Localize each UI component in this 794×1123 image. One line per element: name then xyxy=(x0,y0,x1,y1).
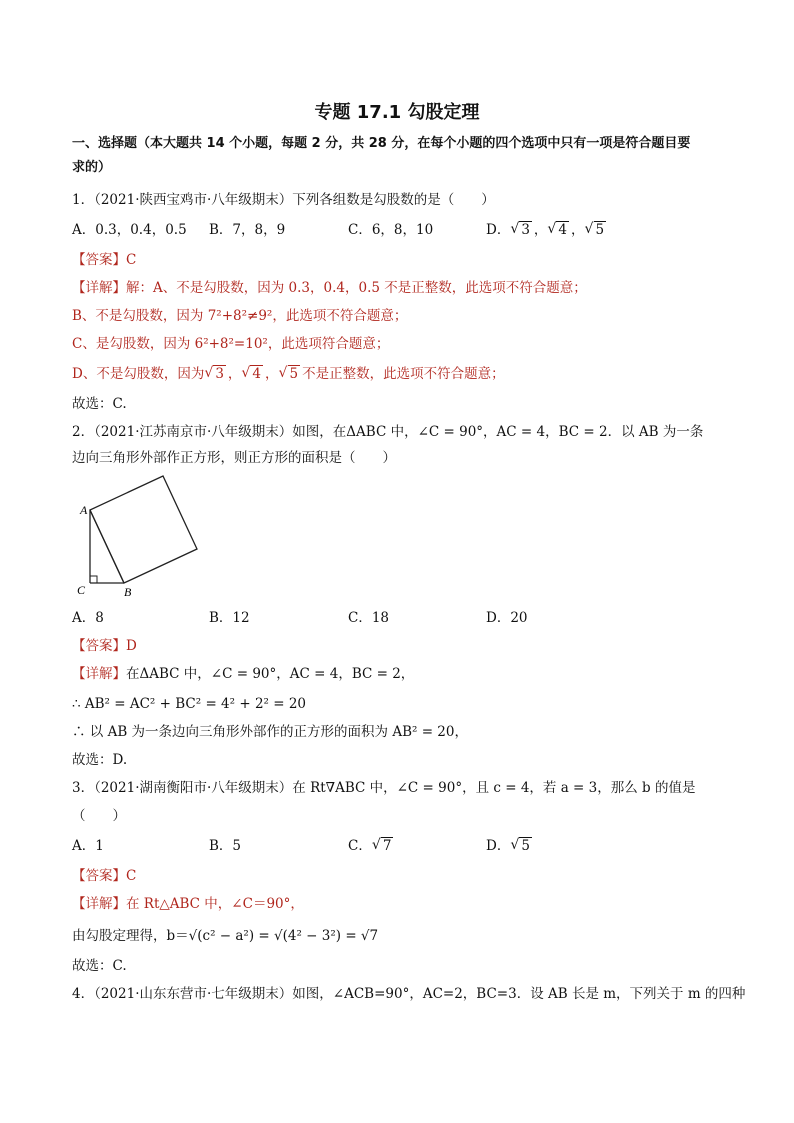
section-heading-cont: 求的） xyxy=(72,160,112,175)
sqrt-symbol xyxy=(204,364,226,384)
detail-text: 解：A、不是勾股数，因为 0.3，0.4，0.5 不是正整数，此选项不符合题意； xyxy=(126,280,587,296)
q3-conclusion: 故选：C. xyxy=(72,958,127,974)
detail-label: 【详解】 xyxy=(72,666,126,682)
q1-option-d-label: D． xyxy=(486,222,511,238)
answer-label: 【答案】 xyxy=(72,868,126,884)
detail-label: 【详解】 xyxy=(72,896,126,912)
q3-answer xyxy=(72,866,732,886)
radicand: 4 xyxy=(558,222,568,238)
q1-option-a: A．0.3，0.4，0.5 xyxy=(72,222,187,238)
radicand: 7 xyxy=(382,838,392,854)
q2-stem-2: 边向三角形外部作正方形，则正方形的面积是（ ） xyxy=(72,450,396,466)
radicand: 5 xyxy=(595,222,605,238)
q2-option-a: A．8 xyxy=(72,610,104,626)
q2-detail-1 xyxy=(72,664,732,684)
answer-value: C xyxy=(126,252,137,268)
detail-text: 在ΔABC 中，∠C = 90°，AC = 4，BC = 2， xyxy=(126,666,415,682)
q3-detail-2: 由勾股定理得，b＝√(c² − a²) = √(4² − 3²) = √7 xyxy=(72,928,379,944)
q1-option-c: C．6，8，10 xyxy=(348,222,434,238)
sqrt-symbol xyxy=(547,220,569,240)
q1-option-b: B．7，8，9 xyxy=(209,222,286,238)
answer-value: C xyxy=(126,868,137,884)
q2-detail-3: ∴ 以 AB 为一条边向三角形外部作的正方形的面积为 AB² = 20， xyxy=(72,724,468,740)
q3-stem-2: （ ） xyxy=(72,808,126,824)
q3-detail-1 xyxy=(72,894,732,914)
q2-stem-1: 2．（2021·江苏南京市·八年级期末）如图，在ΔABC 中，∠C = 90°，AC = 4，BC = 2．以 AB 为一条 xyxy=(72,424,704,440)
radicand: 3 xyxy=(521,222,530,238)
detail-text: 不是正整数，此选项不符合题意； xyxy=(302,366,505,382)
detail-text: D、不是勾股数，因为 xyxy=(72,366,205,382)
option-label: C． xyxy=(348,838,372,854)
detail-label: 【详解】 xyxy=(72,280,126,296)
radicand: 4 xyxy=(252,366,262,382)
q2-conclusion: 故选：D. xyxy=(72,752,128,768)
q1-detail-3: C、是勾股数，因为 6²+8²=10²，此选项符合题意； xyxy=(72,336,390,352)
radicand: 5 xyxy=(521,838,530,854)
answer-label: 【答案】 xyxy=(72,252,126,268)
q4-stem-1: 4．（2021·山东东营市·七年级期末）如图，∠ACB=90°，AC=2，BC=3．设 AB 长是 m，下列关于 m 的四种 xyxy=(72,986,746,1002)
detail-text: 在 Rt△ABC 中，∠C＝90°， xyxy=(126,896,304,912)
q1-option-d: D．√ 3 ，√ 4 ，√ 5 xyxy=(486,220,608,240)
square-on-ab xyxy=(90,476,197,583)
q3-option-d xyxy=(486,836,534,856)
q3-option-c xyxy=(348,836,395,856)
q1-detail-1 xyxy=(72,278,732,298)
sqrt-symbol xyxy=(585,220,607,240)
triangle-square-figure xyxy=(72,470,212,600)
q3-option-a: A．1 xyxy=(72,838,104,854)
sqrt-symbol xyxy=(241,364,263,384)
sqrt-symbol xyxy=(510,220,532,240)
q2-detail-2: ∴ AB² = AC² + BC² = 4² + 2² = 20 xyxy=(72,696,307,712)
label-b: B xyxy=(124,585,132,599)
label-a: A xyxy=(80,503,88,517)
answer-value: D xyxy=(126,638,137,654)
radicand: 5 xyxy=(289,366,299,382)
right-angle-mark xyxy=(90,576,97,583)
q1-answer xyxy=(72,250,732,270)
q1-conclusion: 故选：C. xyxy=(72,396,127,412)
q2-option-d: D．20 xyxy=(486,610,528,626)
option-label: D． xyxy=(486,838,511,854)
sqrt-symbol xyxy=(372,836,394,856)
radicand: 3 xyxy=(215,366,224,382)
q1-detail-2: B、不是勾股数，因为 7²+8²≠9²，此选项不符合题意； xyxy=(72,308,408,324)
q2-answer xyxy=(72,636,732,656)
q3-stem-1: 3．（2021·湖南衡阳市·八年级期末）在 Rt∇ABC 中，∠C = 90°，且 c = 4，若 a = 3，那么 b 的值是 xyxy=(72,780,696,796)
q2-option-b: B．12 xyxy=(209,610,250,626)
section-heading: 一、选择题（本大题共 14 个小题，每题 2 分，共 28 分，在每个小题的四个选项中只有一项是符合题目要 xyxy=(72,136,691,151)
page-title: 专题 17.1 勾股定理 xyxy=(314,102,480,123)
sqrt-symbol xyxy=(279,364,301,384)
sqrt-symbol xyxy=(510,836,532,856)
q1-detail-4: D、不是勾股数，因为√ 3 ，√ 4 ，√ 5 不是正整数，此选项不符合题意； xyxy=(72,364,732,384)
q2-option-c: C．18 xyxy=(348,610,390,626)
label-c: C xyxy=(77,583,86,597)
answer-label: 【答案】 xyxy=(72,638,126,654)
q1-stem: 1．（2021·陕西宝鸡市·八年级期末）下列各组数是勾股数的是（ ） xyxy=(72,192,495,208)
q3-option-b: B．5 xyxy=(209,838,242,854)
